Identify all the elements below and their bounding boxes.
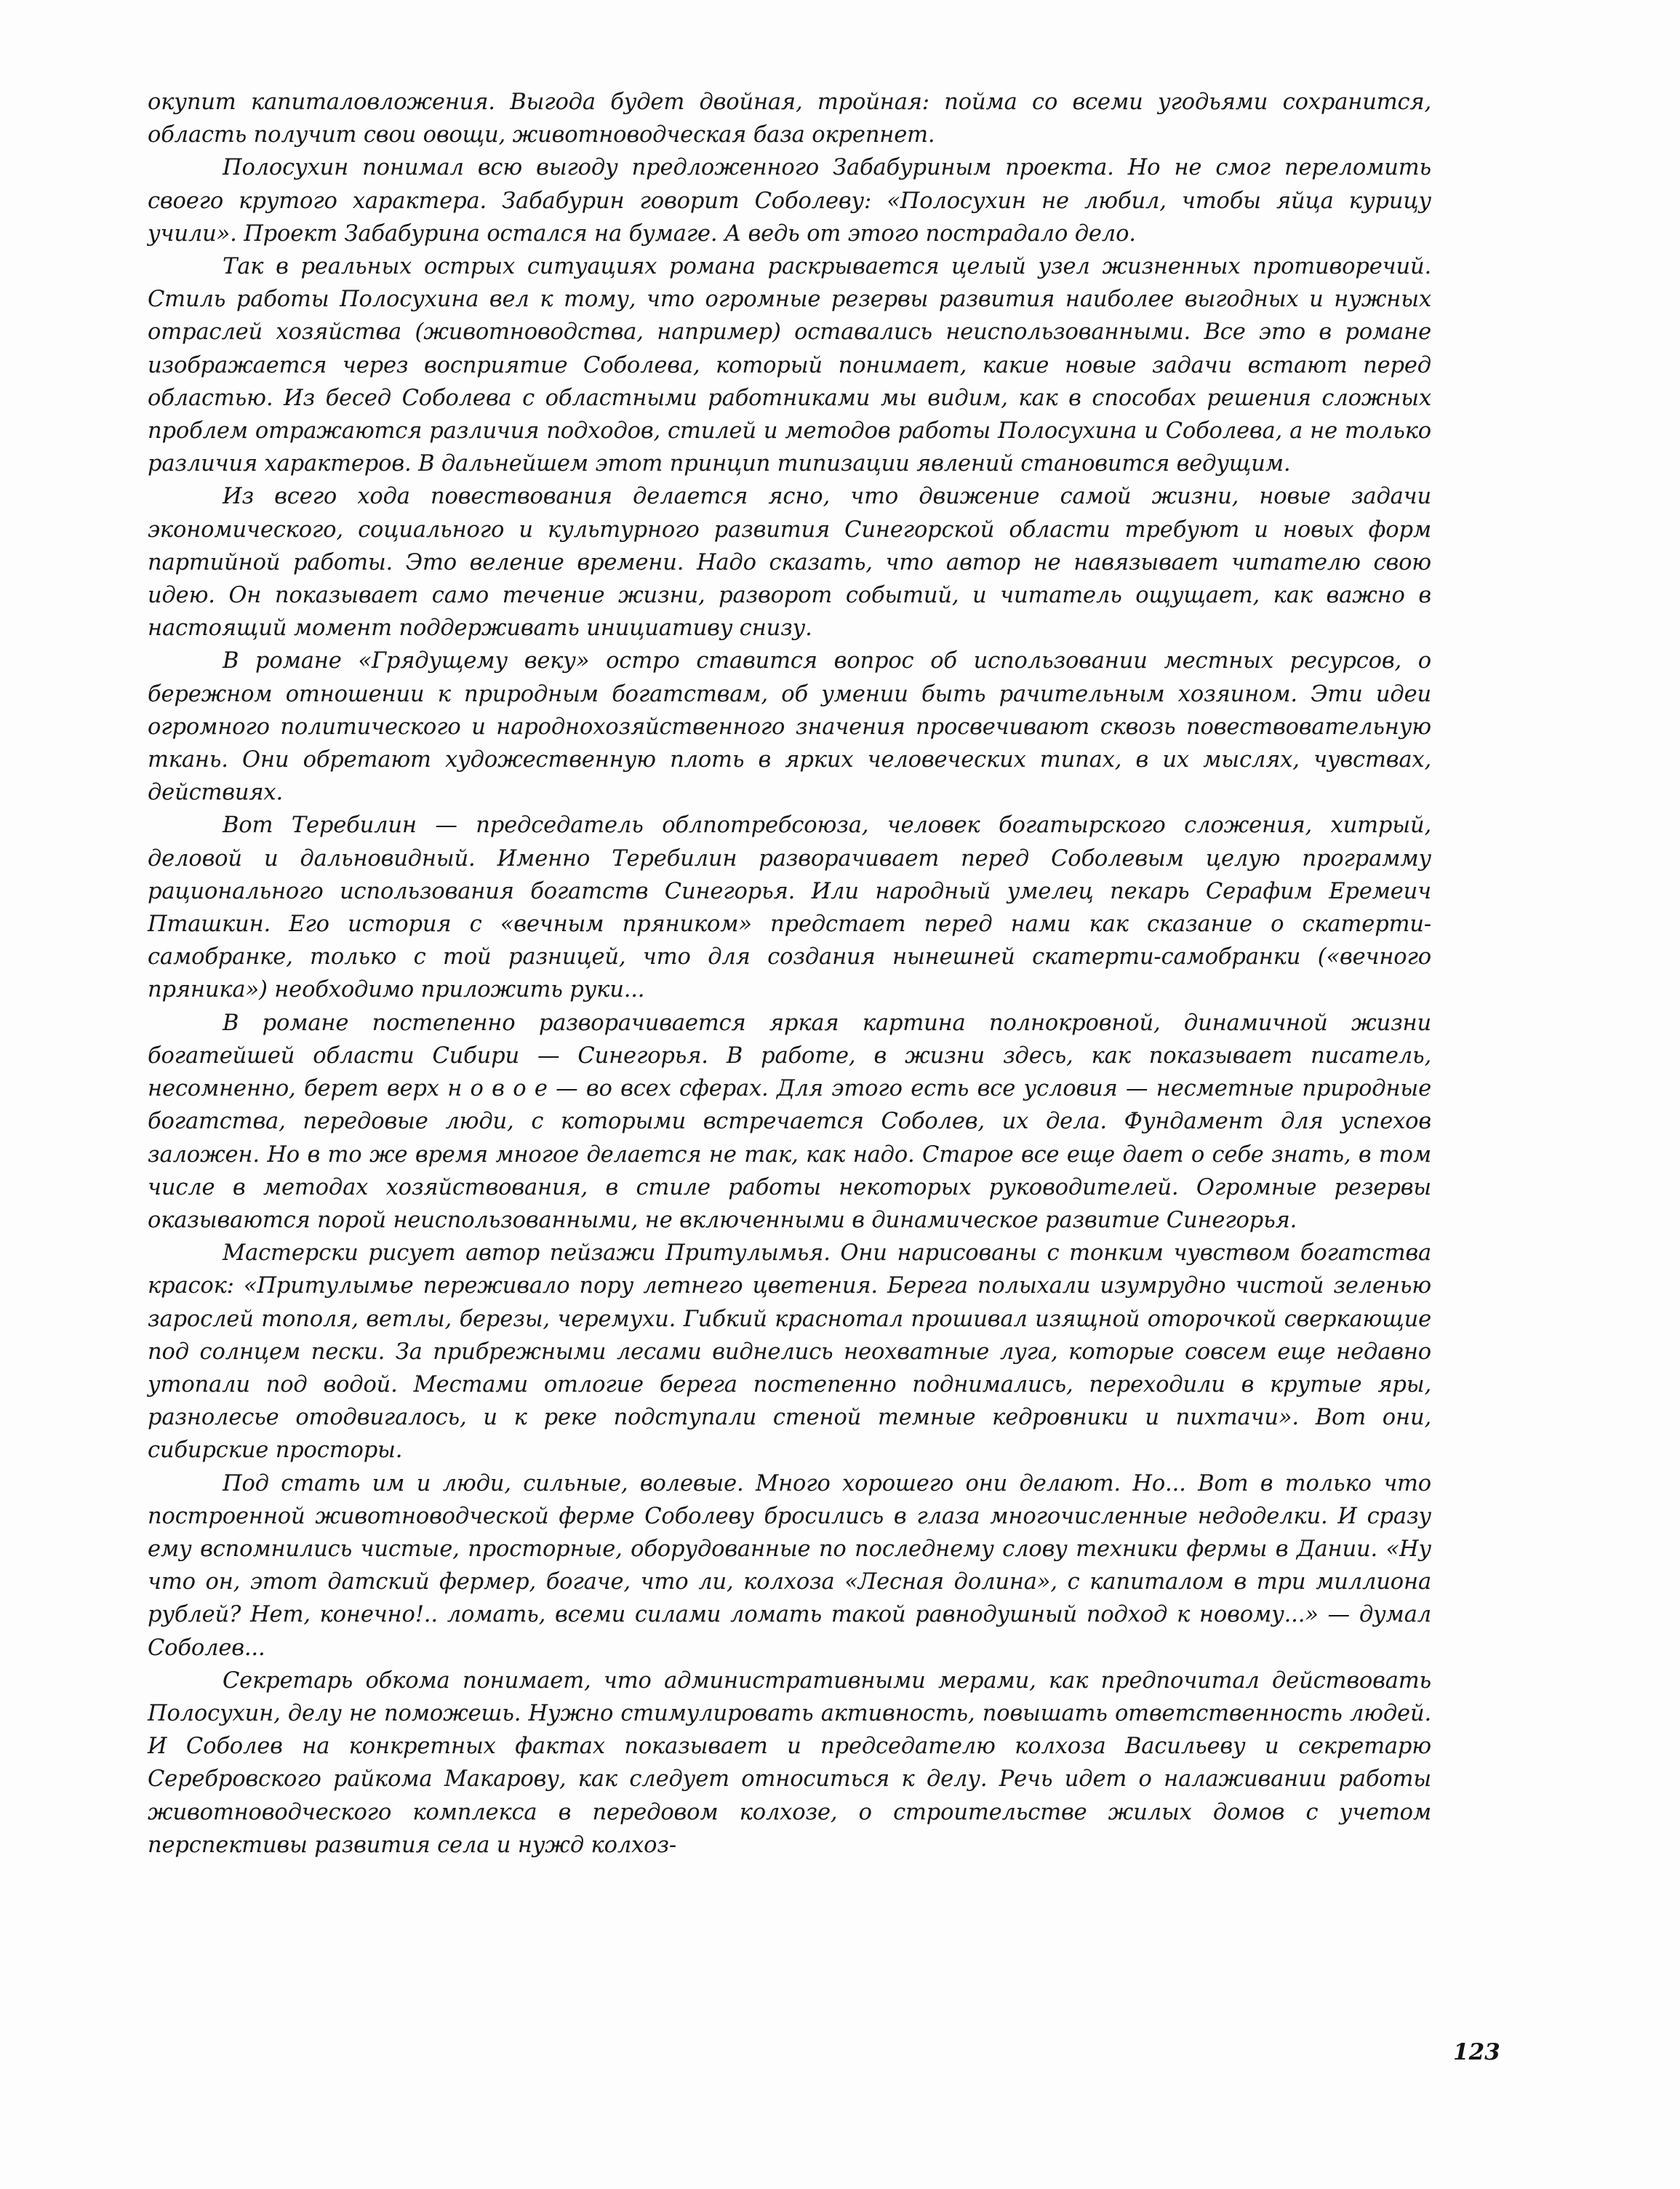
paragraph: Из всего хода повествования делается ясно, что движение самой жизни, новые задачи экономического, социального и культурного развития Синегорской области требуют и новых форм партийной работы. Это веление времени. Надо сказать, что автор не навязывает читателю свою идею. Он показывает само течение жизни, разворот событий, и читатель ощущает, как важно в настоящий момент поддерживать инициативу снизу. (148, 484, 1431, 642)
paragraph: Вот Теребилин — председатель облпотребсоюза, человек богатырского сложения, хитрый, деловой и дальновидный. Именно Теребилин разворачивает перед Соболевым целую программу рационального использования богатств Синегорья. Или народный умелец пекарь Серафим Еремеич Пташкин. Его история с «вечным пряником» предстает перед нами как сказание о скатерти-самобранке, только с той разницей, что для создания нынешней скатерти-самобранки («вечного пряника») необходимо приложить руки... (148, 813, 1431, 1003)
body-text (148, 86, 1431, 1862)
page-number: 123 (1453, 2039, 1500, 2065)
paragraph: Полосухин понимал всю выгоду предложенного Забабуриным проекта. Но не смог переломить своего крутого характера. Забабурин говорит Соболеву: «Полосухин не любил, чтобы яйца курицу учили». Проект Забабурина остался на бумаге. А ведь от этого пострадало дело. (148, 155, 1431, 247)
paragraph: Мастерски рисует автор пейзажи Притулымья. Они нарисованы с тонким чувством богатства красок: «Притулымье переживало пору летнего цветения. Берега полыхали изумрудно чистой зеленью зарослей тополя, ветлы, березы, черемухи. Гибкий краснотал прошивал изящной оторочкой сверкающие под солнцем пески. За прибрежными лесами виднелись неохватные луга, которые совсем еще недавно утопали под водой. Местами отлогие берега постепенно поднимались, переходили в крутые яры, разнолесье отодвигалось, и к реке подступали стеной темные кедровники и пихтачи». Вот они, сибирские просторы. (148, 1240, 1431, 1464)
paragraph: В романе «Грядущему веку» остро ставится вопрос об использовании местных ресурсов, о бережном отношении к природным богатствам, об умении быть рачительным хозяином. Эти идеи огромного политического и народнохозяйственного значения просвечивают сквозь повествовательную ткань. Они обретают художественную плоть в ярких человеческих типах, в их мыслях, чувствах, действиях. (148, 648, 1431, 806)
paragraph: В романе постепенно разворачивается яркая картина полнокровной, динамичной жизни богатейшей области Сибири — Синегорья. В работе, в жизни здесь, как показывает писатель, несомненно, берет верх н о в о е — во всех сферах. Для этого есть все условия — несметные природные богатства, передовые люди, с которыми встречается Соболев, их дела. Фундамент для успехов заложен. Но в то же время многое делается не так, как надо. Старое все еще дает о себе знать, в том числе в методах хозяйствования, в стиле работы некоторых руководителей. Огромные резервы оказываются порой неиспользованными, не включенными в динамическое развитие Синегорья. (148, 1010, 1431, 1233)
paragraph: Так в реальных острых ситуациях романа раскрывается целый узел жизненных противоречий. Стиль работы Полосухина вел к тому, что огромные резервы развития наиболее выгодных и нужных отраслей хозяйства (животноводства, например) оставались неиспользованными. Все это в романе изображается через восприятие Соболева, который понимает, какие новые задачи встают перед областью. Из бесед Соболева с областными работниками мы видим, как в способах решения сложных проблем отражаются различия подходов, стилей и методов работы Полосухина и Соболева, а не только различия характеров. В дальнейшем этот принцип типизации явлений становится ведущим. (148, 254, 1431, 477)
paragraph: окупит капиталовложения. Выгода будет двойная, тройная: пойма со всеми угодьями сохранится, область получит свои овощи, животноводческая база окрепнет. (148, 89, 1431, 148)
paragraph: Под стать им и люди, сильные, волевые. Много хорошего они делают. Но... Вот в только что построенной животноводческой ферме Соболеву бросились в глаза многочисленные недоделки. И сразу ему вспомнились чистые, просторные, оборудованные по последнему слову техники фермы в Дании. «Ну что он, этот датский фермер, богаче, что ли, колхоза «Лесная долина», с капиталом в три миллиона рублей? Нет, конечно!.. ломать, всеми силами ломать такой равнодушный подход к новому...» — думал Соболев... (148, 1470, 1431, 1661)
paragraph: Секретарь обкома понимает, что административными мерами, как предпочитал действовать Полосухин, делу не поможешь. Нужно стимулировать активность, повышать ответственность людей. И Соболев на конкретных фактах показывает и председателю колхоза Васильеву и секретарю Серебровского райкома Макарову, как следует относиться к делу. Речь идет о налаживании работы животноводческого комплекса в передовом колхозе, о строительстве жилых домов с учетом перспективы развития села и нужд колхоз- (148, 1667, 1431, 1858)
